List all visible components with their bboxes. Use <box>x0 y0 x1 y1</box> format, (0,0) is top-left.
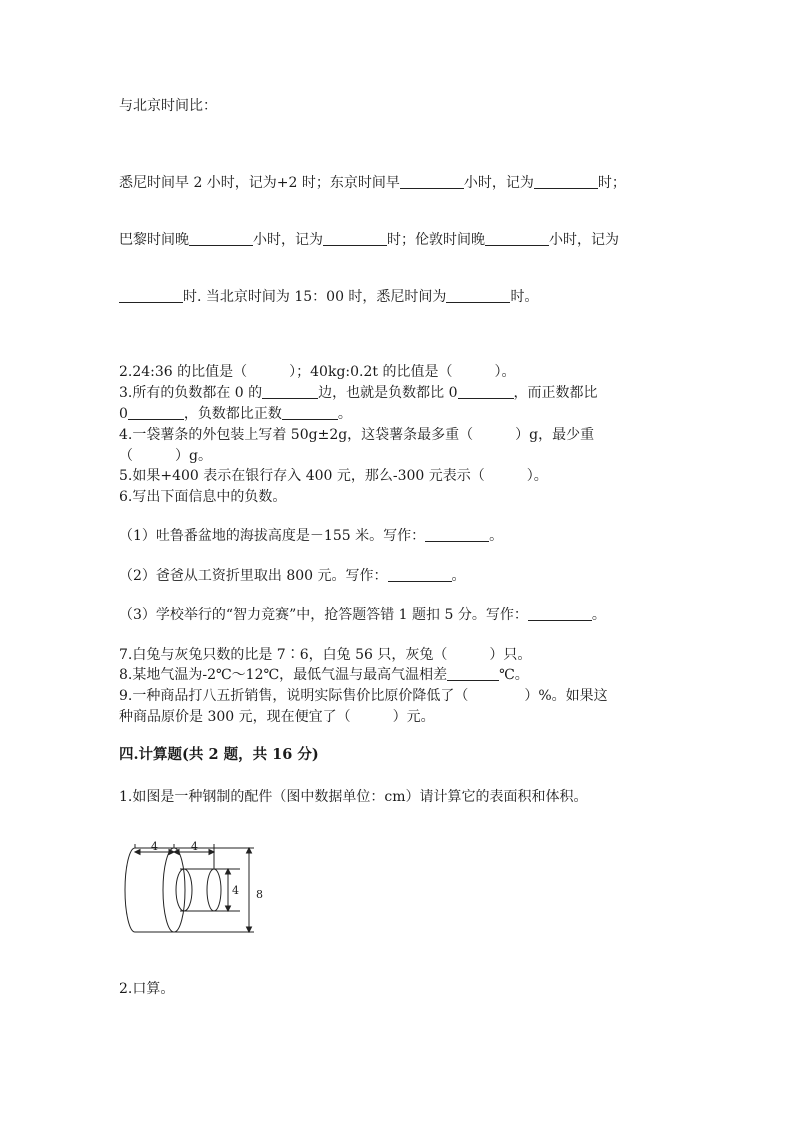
answer-blank <box>388 567 452 582</box>
answer-blank <box>447 666 499 681</box>
answer-blank <box>485 231 549 246</box>
calc-question-2 <box>119 980 174 998</box>
line-text: 2.24:36 的比值是（ ）；40kg:0.2t 的比值是（ ）。 <box>119 364 516 380</box>
line-text: （3）学校举行的“智力竞赛”中，抢答题答错 1 题扣 5 分。写作： <box>119 607 528 623</box>
answer-blank <box>458 384 514 399</box>
question-3-cont <box>119 405 352 423</box>
dimension-inner-diameter <box>226 869 231 911</box>
answer-blank <box>534 174 598 189</box>
answer-blank <box>262 384 318 399</box>
line-text: 。 <box>591 607 606 623</box>
question-4-cont <box>119 447 212 465</box>
outer-cylinder-front <box>163 848 185 932</box>
question-6-2 <box>119 567 466 585</box>
answer-blank <box>446 288 510 303</box>
line-text: 边，也就是负数都比 0 <box>318 385 458 401</box>
label-top-right: 4 <box>191 840 198 853</box>
dimension-outer-diameter <box>247 848 252 932</box>
answer-blank <box>425 527 489 542</box>
label-inner-diameter: 4 <box>232 884 239 897</box>
question-6-3 <box>119 606 606 624</box>
label-top-left: 4 <box>151 840 158 853</box>
question-5 <box>119 467 548 485</box>
answer-blank <box>323 231 387 246</box>
line-text: 4.一袋薯条的外包装上写着 50g±2g，这袋薯条最多重（ ）g，最少重 <box>119 427 595 443</box>
line-text: ℃。 <box>499 667 529 683</box>
line-beijing-15 <box>119 288 538 306</box>
line-text: 。 <box>337 406 352 422</box>
line-text: 巴黎时间晚 <box>119 232 189 248</box>
line-text: ，负数都比正数 <box>183 406 282 422</box>
line-text: 时. 当北京时间为 15：00 时，悉尼时间为 <box>183 289 447 305</box>
line-text: （2）爸爸从工资折里取出 800 元。写作： <box>119 568 388 584</box>
steel-part-figure <box>118 836 268 946</box>
line-text: （1）吐鲁番盆地的海拔高度是－155 米。写作： <box>119 528 426 544</box>
line-text: 四.计算题(共 2 题，共 16 分) <box>119 746 319 763</box>
line-text: （ ）g。 <box>119 448 212 464</box>
question-6-1 <box>119 527 503 545</box>
line-text: 5.如果+400 表示在银行存入 400 元，那么-300 元表示（ ）。 <box>119 468 548 484</box>
line-text: 悉尼时间早 2 小时，记为+2 时；东京时间早 <box>119 175 400 191</box>
line-text: 。 <box>451 568 466 584</box>
line-text: ，而正数都比 <box>513 385 598 401</box>
answer-blank <box>528 606 592 621</box>
line-text: 6.写出下面信息中的负数。 <box>119 489 287 505</box>
line-text: 小时，记为 <box>253 232 323 248</box>
line-text: 7.白兔与灰兔只数的比是 7∶6，白兔 56 只，灰兔（ ）只。 <box>119 647 532 663</box>
line-text: 3.所有的负数都在 0 的 <box>119 385 263 401</box>
label-outer-diameter: 8 <box>256 888 263 901</box>
question-7 <box>119 646 531 664</box>
line-text: 种商品原价是 300 元，现在便宜了（ ）元。 <box>119 709 435 725</box>
line-text: 2.口算。 <box>119 981 175 997</box>
line-text: 8.某地气温为-2℃～12℃，最低气温与最高气温相差 <box>119 667 448 683</box>
question-3 <box>119 384 598 402</box>
answer-blank <box>282 405 338 420</box>
line-text: 小时，记为 <box>549 232 619 248</box>
question-9-cont <box>119 708 435 726</box>
line-text: 1.如图是一种钢制的配件（图中数据单位：cm）请计算它的表面积和体积。 <box>119 789 588 805</box>
line-text: 时； <box>597 175 626 191</box>
question-4 <box>119 426 594 444</box>
answer-blank <box>128 405 184 420</box>
line-text: 小时，记为 <box>463 175 534 191</box>
line-text: 。 <box>489 528 504 544</box>
answer-blank <box>189 231 253 246</box>
question-9 <box>119 687 608 705</box>
line-paris-london <box>119 231 619 249</box>
line-sydney-tokyo <box>119 174 626 192</box>
line-text: 0 <box>119 406 128 422</box>
section-heading-calculation <box>119 746 319 764</box>
line-text: 9.一种商品打八五折销售，说明实际售价比原价降低了（ ）%。如果这 <box>119 688 608 704</box>
inner-cylinder-end <box>207 869 221 911</box>
line-text: 与北京时间比： <box>119 98 217 114</box>
calc-question-1 <box>119 788 587 806</box>
question-2 <box>119 363 515 381</box>
line-beijing-compare <box>119 97 217 115</box>
line-text: 时；伦敦时间晚 <box>387 232 485 248</box>
answer-blank <box>119 288 183 303</box>
answer-blank <box>400 174 464 189</box>
question-8 <box>119 666 529 684</box>
question-6 <box>119 488 286 506</box>
line-text: 时。 <box>510 289 539 305</box>
